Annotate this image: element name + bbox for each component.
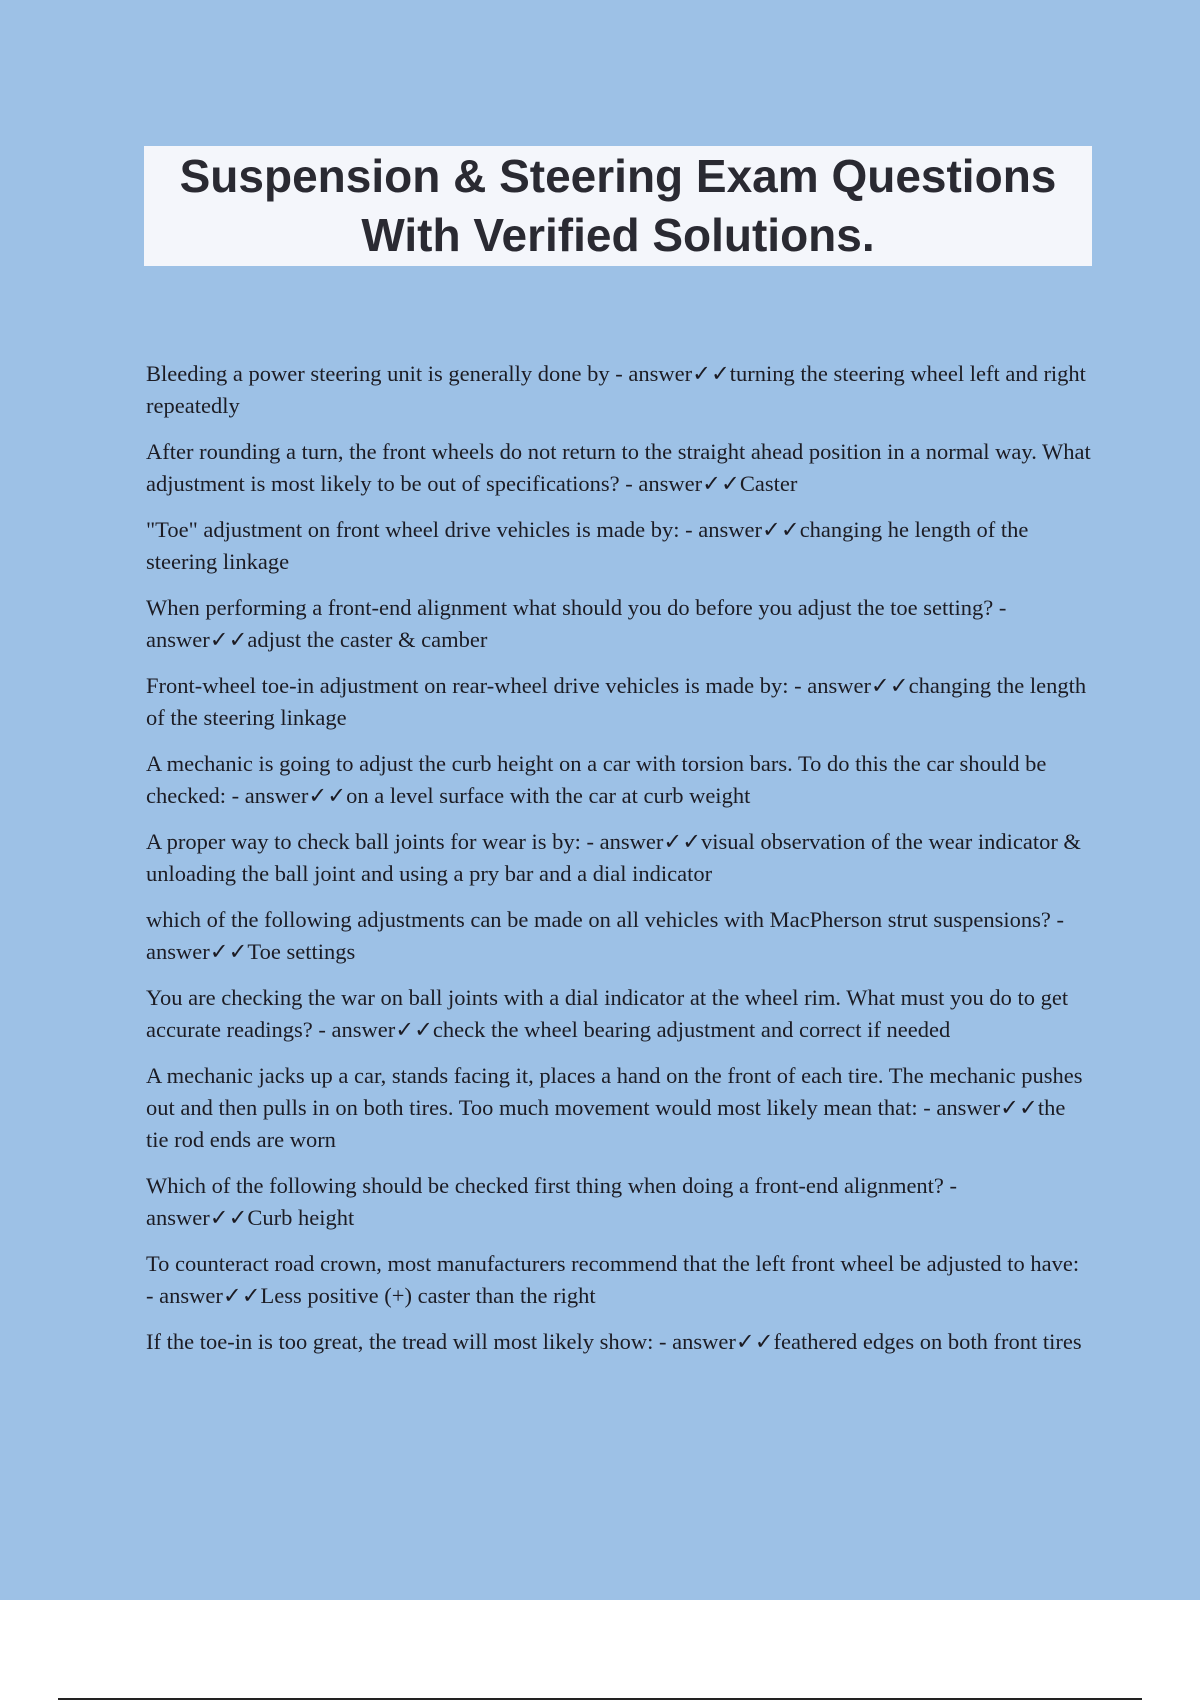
qa-item: which of the following adjustments can be made on all vehicles with MacPherson strut suspensions? - answer✓✓Toe settings xyxy=(146,907,1064,964)
document-title: Suspension & Steering Exam Questions With Verified Solutions. xyxy=(179,150,1057,261)
qa-item: To counteract road crown, most manufacturers recommend that the left front wheel be adjusted to have: - answer✓✓Less positive (+) caster than the right xyxy=(146,1251,1080,1308)
qa-item: If the toe-in is too great, the tread will most likely show: - answer✓✓feathered edges on both front tires xyxy=(146,1329,1082,1354)
qa-item: "Toe" adjustment on front wheel drive vehicles is made by: - answer✓✓changing he length of the steering linkage xyxy=(146,517,1029,574)
qa-item: Which of the following should be checked first thing when doing a front-end alignment? - answer✓✓Curb height xyxy=(146,1173,958,1230)
title-box xyxy=(144,146,1092,266)
question-answer-list xyxy=(146,358,1092,1372)
qa-item: A mechanic jacks up a car, stands facing it, places a hand on the front of each tire. The mechanic pushes out and then pulls in on both tires. Too much movement would most likely mean that: - answer✓✓the tie rod ends are worn xyxy=(146,1063,1083,1152)
qa-item: A mechanic is going to adjust the curb height on a car with torsion bars. To do this the car should be checked: - answer✓✓on a level surface with the car at curb weight xyxy=(146,751,1047,808)
qa-item: Front-wheel toe-in adjustment on rear-wheel drive vehicles is made by: - answer✓✓changing the length of the steering linkage xyxy=(146,673,1087,730)
qa-item: You are checking the war on ball joints with a dial indicator at the wheel rim. What must you do to get accurate readings? - answer✓✓check the wheel bearing adjustment and correct if needed xyxy=(146,985,1069,1042)
qa-item: A proper way to check ball joints for wear is by: - answer✓✓visual observation of the wear indicator & unloading the ball joint and using a pry bar and a dial indicator xyxy=(146,829,1081,886)
qa-item: Bleeding a power steering unit is generally done by - answer✓✓turning the steering wheel left and right repeatedly xyxy=(146,361,1086,418)
qa-item: After rounding a turn, the front wheels do not return to the straight ahead position in a normal way. What adjustment is most likely to be out of specifications? - answer✓✓Caster xyxy=(146,439,1091,496)
qa-item: When performing a front-end alignment what should you do before you adjust the toe setting? - answer✓✓adjust the caster & camber xyxy=(146,595,1007,652)
